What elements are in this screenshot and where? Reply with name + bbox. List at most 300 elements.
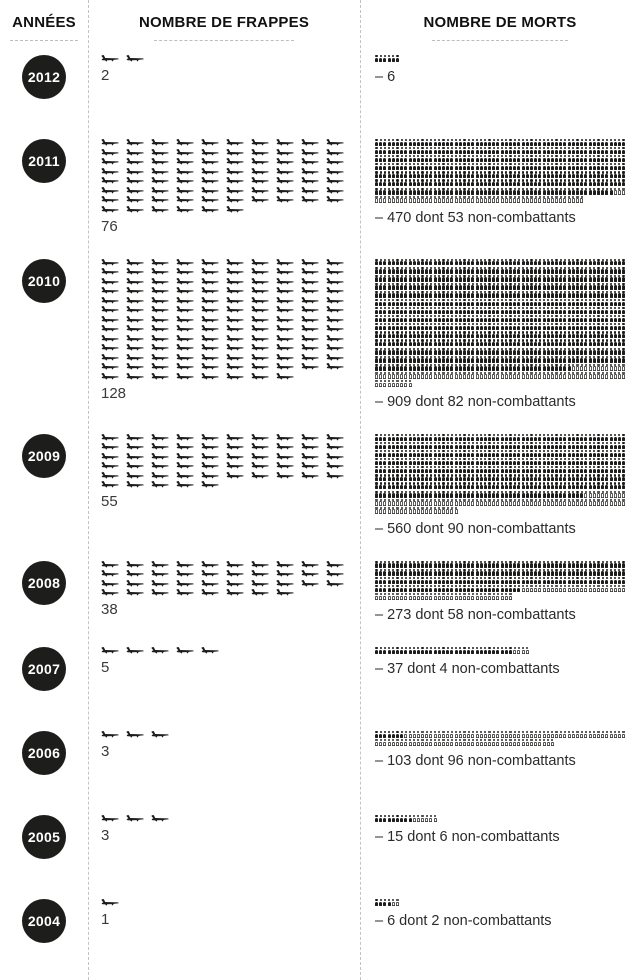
person-icon (375, 155, 378, 162)
person-icon (526, 139, 529, 146)
drone-icon (176, 335, 194, 342)
person-icon (509, 323, 512, 330)
person-icon (442, 139, 445, 146)
person-icon (576, 188, 579, 195)
person-icon (409, 458, 412, 465)
person-icon (425, 577, 428, 584)
person-outline-icon (429, 372, 432, 379)
person-icon (513, 491, 516, 498)
person-icon (551, 561, 554, 568)
person-icon (492, 482, 495, 489)
person-icon (392, 147, 395, 154)
person-icon (450, 267, 453, 274)
person-icon (501, 585, 504, 592)
drone-icon (101, 453, 119, 460)
person-icon (496, 569, 499, 576)
person-icon (614, 179, 617, 186)
person-icon (605, 171, 608, 178)
person-icon (476, 458, 479, 465)
person-icon (434, 458, 437, 465)
person-icon (409, 147, 412, 154)
person-outline-icon (429, 815, 432, 822)
person-outline-icon (593, 372, 596, 379)
person-icon (534, 442, 537, 449)
person-icon (501, 171, 504, 178)
drone-icon (251, 268, 269, 275)
drone-icon (101, 344, 119, 351)
person-icon (442, 188, 445, 195)
person-icon (593, 348, 596, 355)
person-icon (484, 147, 487, 154)
drone-icon (176, 287, 194, 294)
person-icon (496, 299, 499, 306)
person-icon (589, 163, 592, 170)
person-icon (400, 171, 403, 178)
person-icon (526, 474, 529, 481)
person-icon (563, 364, 566, 371)
strikes-cell (88, 139, 360, 235)
drone-icon (101, 139, 119, 146)
person-outline-icon (501, 196, 504, 203)
person-icon (538, 163, 541, 170)
person-icon (492, 364, 495, 371)
person-outline-icon (509, 196, 512, 203)
person-icon (534, 267, 537, 274)
person-icon (547, 474, 550, 481)
person-icon (513, 450, 516, 457)
person-icon (522, 356, 525, 363)
drone-icon (101, 373, 119, 380)
person-icon (614, 307, 617, 314)
person-icon (513, 139, 516, 146)
person-icon (438, 450, 441, 457)
drone-icon (126, 278, 144, 285)
person-icon (584, 315, 587, 322)
person-icon (476, 259, 479, 266)
drone-icon (251, 561, 269, 568)
person-icon (530, 491, 533, 498)
person-icon (584, 283, 587, 290)
person-icon (547, 482, 550, 489)
person-icon (543, 188, 546, 195)
person-icon (534, 482, 537, 489)
person-icon (455, 491, 458, 498)
person-icon (526, 307, 529, 314)
person-icon (492, 450, 495, 457)
person-icon (400, 647, 403, 654)
person-icon (559, 323, 562, 330)
drone-icon (126, 472, 144, 479)
person-icon (459, 155, 462, 162)
person-icon (559, 275, 562, 282)
person-outline-icon (404, 739, 407, 746)
person-icon (438, 188, 441, 195)
person-icon (618, 323, 621, 330)
person-icon (396, 561, 399, 568)
person-icon (593, 299, 596, 306)
person-icon (568, 163, 571, 170)
person-icon (572, 450, 575, 457)
person-icon (517, 188, 520, 195)
person-icon (597, 283, 600, 290)
drone-icon (226, 158, 244, 165)
person-icon (576, 356, 579, 363)
year-cell (0, 139, 88, 183)
person-icon (543, 356, 546, 363)
person-icon (379, 283, 382, 290)
drone-icon (326, 561, 344, 568)
person-icon (446, 450, 449, 457)
person-icon (442, 267, 445, 274)
person-icon (501, 647, 504, 654)
person-icon (622, 299, 625, 306)
drone-icon (151, 589, 169, 596)
person-icon (605, 179, 608, 186)
person-icon (417, 356, 420, 363)
person-icon (513, 315, 516, 322)
person-icon (442, 331, 445, 338)
person-icon (580, 307, 583, 314)
person-icon (476, 331, 479, 338)
person-outline-icon (467, 731, 470, 738)
person-icon (459, 491, 462, 498)
person-outline-icon (589, 372, 592, 379)
person-icon (593, 139, 596, 146)
year-label: 2008 (27, 574, 61, 591)
person-icon (446, 348, 449, 355)
drone-icon (276, 139, 294, 146)
person-icon (434, 364, 437, 371)
person-outline-icon (434, 815, 437, 822)
person-outline-icon (543, 585, 546, 592)
year-label: 2010 (27, 272, 61, 289)
person-icon (547, 569, 550, 576)
person-outline-icon (375, 196, 378, 203)
person-outline-icon (597, 585, 600, 592)
person-icon (551, 442, 554, 449)
year-label: 2009 (27, 447, 61, 464)
person-icon (610, 307, 613, 314)
person-icon (580, 577, 583, 584)
person-icon (563, 474, 566, 481)
person-icon (538, 458, 541, 465)
person-icon (383, 899, 386, 906)
header-strikes (88, 14, 360, 41)
person-icon (417, 171, 420, 178)
person-icon (522, 259, 525, 266)
person-outline-icon (580, 372, 583, 379)
person-icon (572, 482, 575, 489)
person-icon (559, 147, 562, 154)
person-icon (446, 323, 449, 330)
person-icon (425, 139, 428, 146)
person-icon (379, 647, 382, 654)
person-icon (413, 267, 416, 274)
person-icon (404, 561, 407, 568)
person-icon (559, 283, 562, 290)
person-icon (505, 259, 508, 266)
person-icon (396, 585, 399, 592)
person-icon (559, 450, 562, 457)
person-icon (417, 331, 420, 338)
drone-icon (126, 462, 144, 469)
person-icon (555, 474, 558, 481)
person-outline-icon (434, 731, 437, 738)
person-icon (492, 569, 495, 576)
person-icon (618, 561, 621, 568)
person-icon (442, 291, 445, 298)
person-icon (446, 585, 449, 592)
person-icon (605, 267, 608, 274)
person-icon (480, 155, 483, 162)
person-icon (563, 458, 566, 465)
person-icon (379, 585, 382, 592)
person-icon (517, 179, 520, 186)
person-outline-icon (513, 739, 516, 746)
person-icon (383, 283, 386, 290)
drone-icon (276, 363, 294, 370)
person-icon (559, 291, 562, 298)
person-icon (601, 450, 604, 457)
drone-icon (326, 149, 344, 156)
person-icon (589, 474, 592, 481)
person-icon (605, 283, 608, 290)
person-icon (463, 647, 466, 654)
person-icon (538, 275, 541, 282)
person-icon (417, 491, 420, 498)
person-outline-icon (480, 372, 483, 379)
person-icon (509, 299, 512, 306)
person-outline-icon (488, 593, 491, 600)
person-icon (421, 585, 424, 592)
person-icon (563, 179, 566, 186)
person-icon (526, 323, 529, 330)
person-icon (605, 155, 608, 162)
person-icon (388, 155, 391, 162)
person-outline-icon (534, 196, 537, 203)
person-icon (559, 307, 562, 314)
person-icon (400, 450, 403, 457)
person-icon (409, 442, 412, 449)
person-icon (572, 331, 575, 338)
person-outline-icon (526, 585, 529, 592)
person-outline-icon (409, 593, 412, 600)
person-icon (446, 569, 449, 576)
person-icon (622, 577, 625, 584)
person-icon (601, 155, 604, 162)
person-icon (488, 458, 491, 465)
person-icon (421, 299, 424, 306)
person-icon (618, 267, 621, 274)
person-icon (618, 275, 621, 282)
drone-icon (151, 158, 169, 165)
person-outline-icon (576, 364, 579, 371)
drone-icon (126, 316, 144, 323)
drone-icon (276, 472, 294, 479)
person-icon (559, 267, 562, 274)
person-icon (547, 307, 550, 314)
person-outline-icon (413, 593, 416, 600)
person-icon (505, 585, 508, 592)
deaths-pictogram (375, 55, 626, 62)
person-outline-icon (383, 507, 386, 514)
person-icon (605, 482, 608, 489)
person-outline-icon (404, 499, 407, 506)
person-icon (584, 188, 587, 195)
person-icon (530, 259, 533, 266)
person-icon (492, 147, 495, 154)
strikes-cell (88, 815, 360, 844)
person-icon (563, 339, 566, 346)
deaths-count: – 909 dont 82 non-combattants (375, 393, 576, 410)
person-icon (459, 331, 462, 338)
person-icon (455, 364, 458, 371)
person-icon (496, 291, 499, 298)
drone-icon (151, 325, 169, 332)
person-outline-icon (555, 731, 558, 738)
person-icon (392, 647, 395, 654)
person-icon (463, 291, 466, 298)
person-outline-icon (383, 739, 386, 746)
person-icon (534, 474, 537, 481)
person-icon (538, 315, 541, 322)
person-icon (605, 331, 608, 338)
person-icon (538, 267, 541, 274)
person-icon (379, 356, 382, 363)
person-icon (404, 434, 407, 441)
person-icon (396, 307, 399, 314)
person-icon (610, 482, 613, 489)
person-icon (488, 139, 491, 146)
person-icon (375, 299, 378, 306)
person-icon (505, 171, 508, 178)
person-icon (459, 267, 462, 274)
person-icon (459, 171, 462, 178)
person-icon (463, 188, 466, 195)
person-icon (379, 339, 382, 346)
person-icon (543, 434, 546, 441)
person-icon (388, 299, 391, 306)
person-icon (538, 569, 541, 576)
person-icon (396, 55, 399, 62)
year-row (0, 635, 640, 719)
person-icon (551, 139, 554, 146)
person-icon (584, 307, 587, 314)
person-icon (388, 291, 391, 298)
person-icon (622, 569, 625, 576)
person-outline-icon (610, 731, 613, 738)
person-outline-icon (476, 739, 479, 746)
drone-icon (151, 481, 169, 488)
person-icon (484, 139, 487, 146)
person-icon (459, 323, 462, 330)
person-icon (496, 339, 499, 346)
person-icon (555, 259, 558, 266)
drone-icon (301, 570, 319, 577)
person-icon (610, 299, 613, 306)
person-icon (589, 577, 592, 584)
drone-icon (151, 462, 169, 469)
table-header (0, 0, 640, 41)
drone-icon (101, 196, 119, 203)
person-icon (480, 147, 483, 154)
person-icon (455, 275, 458, 282)
person-icon (488, 434, 491, 441)
person-icon (501, 348, 504, 355)
person-outline-icon (417, 499, 420, 506)
person-icon (605, 356, 608, 363)
person-icon (400, 466, 403, 473)
drone-icon (101, 278, 119, 285)
person-icon (455, 450, 458, 457)
person-icon (559, 434, 562, 441)
person-icon (388, 731, 391, 738)
person-outline-icon (409, 739, 412, 746)
person-outline-icon (543, 372, 546, 379)
deaths-pictogram (375, 899, 626, 906)
person-outline-icon (409, 196, 412, 203)
drone-icon (301, 462, 319, 469)
drone-icon (151, 187, 169, 194)
person-outline-icon (576, 585, 579, 592)
person-icon (463, 561, 466, 568)
person-icon (463, 482, 466, 489)
drone-icon (126, 149, 144, 156)
person-outline-icon (584, 499, 587, 506)
person-outline-icon (446, 507, 449, 514)
person-outline-icon (622, 731, 625, 738)
person-icon (551, 163, 554, 170)
person-icon (568, 291, 571, 298)
person-icon (496, 474, 499, 481)
person-icon (438, 331, 441, 338)
person-outline-icon (375, 499, 378, 506)
person-icon (530, 307, 533, 314)
person-icon (409, 561, 412, 568)
person-icon (446, 147, 449, 154)
person-icon (530, 188, 533, 195)
person-icon (496, 442, 499, 449)
person-icon (605, 577, 608, 584)
drone-icon (126, 731, 144, 738)
person-icon (576, 491, 579, 498)
person-icon (534, 323, 537, 330)
drone-icon (126, 196, 144, 203)
drone-icon (201, 139, 219, 146)
person-outline-icon (568, 372, 571, 379)
drone-icon (126, 187, 144, 194)
person-icon (467, 171, 470, 178)
person-icon (409, 171, 412, 178)
person-icon (572, 356, 575, 363)
person-icon (492, 585, 495, 592)
person-icon (396, 569, 399, 576)
person-icon (543, 569, 546, 576)
person-icon (584, 323, 587, 330)
person-icon (471, 348, 474, 355)
person-outline-icon (522, 647, 525, 654)
drone-icon (126, 325, 144, 332)
person-icon (614, 315, 617, 322)
person-outline-icon (484, 372, 487, 379)
person-outline-icon (517, 739, 520, 746)
person-icon (576, 163, 579, 170)
person-icon (488, 482, 491, 489)
person-icon (568, 348, 571, 355)
person-icon (597, 147, 600, 154)
person-icon (509, 291, 512, 298)
person-icon (459, 315, 462, 322)
